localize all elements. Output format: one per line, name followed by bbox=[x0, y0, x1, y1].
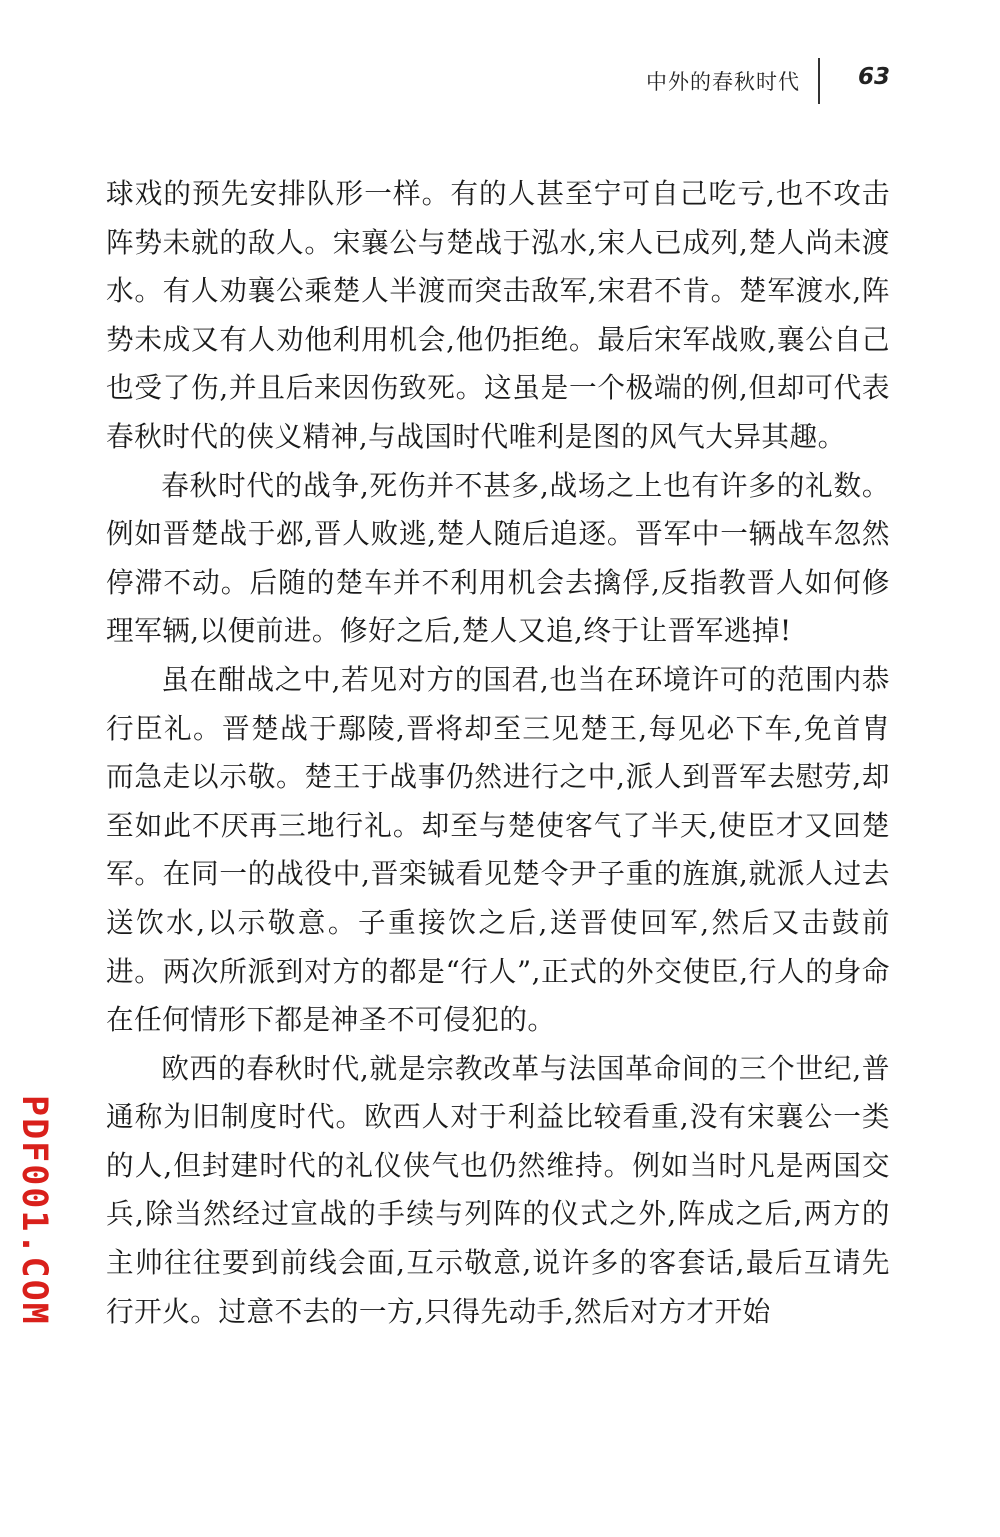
paragraph-3: 虽在酣战之中,若见对方的国君,也当在环境许可的范围内恭行臣礼。晋楚战于鄢陵,晋将却至三见楚王,每见必下车,免首胄而急走以示敬。楚王于战事仍然进行之中,派人到晋军去慰劳,却至如此不厌再三地行礼。却至与楚使客气了半天,使臣才又回楚军。在同一的战役中,晋栾铖看见楚令尹子重的旌旗,就派人过去送饮水,以示敬意。子重接饮之后,送晋使回军,然后又击鼓前进。两次所派到对方的都是“行人”,正式的外交使臣,行人的身命在任何情形下都是神圣不可侵犯的。 bbox=[106, 662, 890, 1037]
paragraph-4: 欧西的春秋时代,就是宗教改革与法国革命间的三个世纪,普通称为旧制度时代。欧西人对于利益比较看重,没有宋襄公一类的人,但封建时代的礼仪侠气也仍然维持。例如当时凡是两国交兵,除当然经过宣战的手续与列阵的仪式之外,阵成之后,两方的主帅往往要到前线会面,互示敬意,说许多的客套话,最后互请先行开火。过意不去的一方,只得先动手,然后对方才开始 bbox=[106, 1051, 890, 1328]
page-header bbox=[0, 58, 1000, 104]
page-number: 63 bbox=[858, 64, 891, 90]
running-title: 中外的春秋时代 bbox=[646, 70, 800, 94]
watermark-part-2: 001 bbox=[14, 1164, 54, 1234]
paragraph-2: 春秋时代的战争,死伤并不甚多,战场之上也有许多的礼数。例如晋楚战于邲,晋人败逃,楚人随后追逐。晋军中一辆战车忽然停滞不动。后随的楚车并不利用机会去擒俘,反指教晋人如何修理军辆,以便前进。修好之后,楚人又追,终于让晋军逃掉! bbox=[106, 468, 890, 648]
header-divider bbox=[818, 58, 820, 104]
watermark-part-3: .COM bbox=[14, 1233, 54, 1326]
watermark bbox=[14, 1095, 54, 1326]
watermark-part-1: PDF bbox=[14, 1095, 54, 1165]
paragraph-1: 球戏的预先安排队形一样。有的人甚至宁可自己吃亏,也不攻击阵势未就的敌人。宋襄公与楚战于泓水,宋人已成列,楚人尚未渡水。有人劝襄公乘楚人半渡而突击敌军,宋君不肯。楚军渡水,阵势未成又有人劝他利用机会,他仍拒绝。最后宋军战败,襄公自己也受了伤,并且后来因伤致死。这虽是一个极端的例,但却可代表春秋时代的侠义精神,与战国时代唯利是图的风气大异其趣。 bbox=[106, 177, 890, 453]
body-text bbox=[106, 170, 890, 1336]
